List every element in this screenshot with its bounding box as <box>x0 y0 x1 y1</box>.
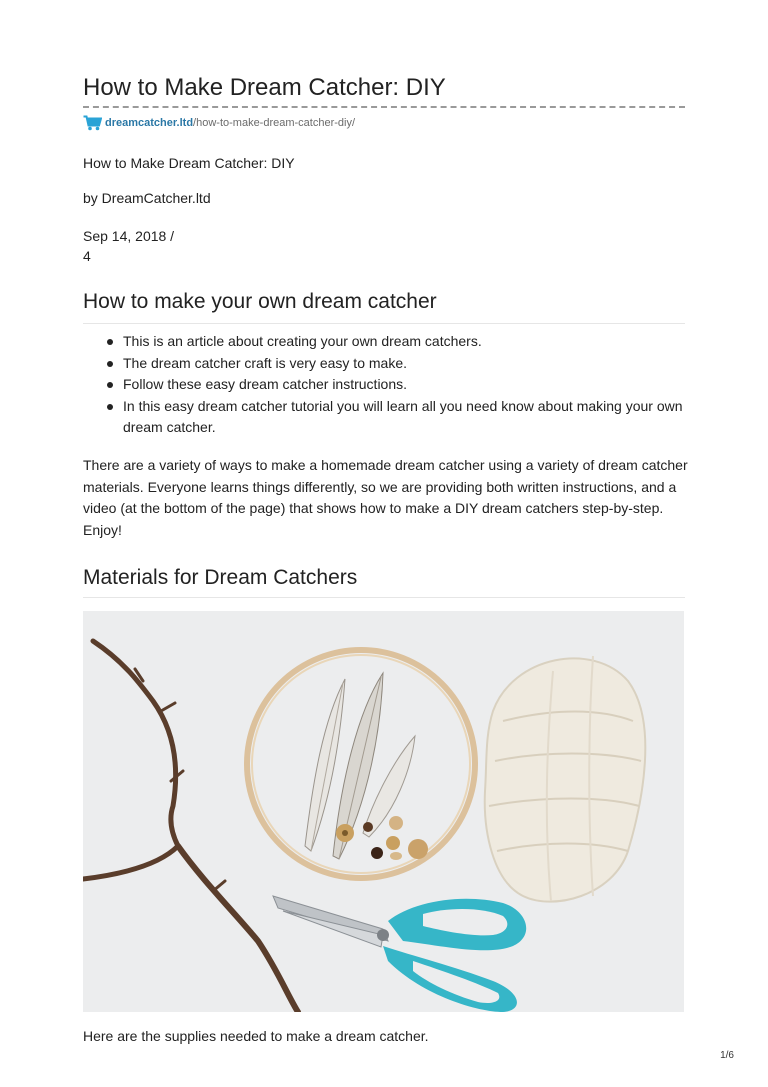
author-byline: by DreamCatcher.ltd <box>83 190 211 206</box>
list-item-text: Follow these easy dream catcher instructions. <box>123 376 408 392</box>
document-title: How to Make Dream Catcher: DIY <box>83 74 446 101</box>
source-domain[interactable]: dreamcatcher.ltd <box>105 117 194 129</box>
bullet-dot <box>107 404 113 410</box>
dashed-divider <box>83 106 685 108</box>
section-rule <box>83 323 685 324</box>
comment-count: 4 <box>83 248 91 264</box>
source-path[interactable]: /how-to-make-dream-catcher-diy/ <box>193 117 356 129</box>
publish-date: Sep 14, 2018 / <box>83 228 175 244</box>
intro-paragraph: There are a variety of ways to make a homemade dream catcher using a variety of dream catcher materials. Everyone learns things differently, so we are providing both written instructions, and a video (at the bottom of the page) that shows how to make a DIY dream catchers step-by-step. Enjoy! <box>83 457 688 538</box>
list-item-text: This is an article about creating your own dream catchers. <box>123 333 482 349</box>
yarn-skein <box>485 656 646 902</box>
page-number: 1/6 <box>720 1050 734 1061</box>
shopping-cart-icon <box>83 115 102 131</box>
bullet-dot <box>107 382 113 388</box>
repeat-title: How to Make Dream Catcher: DIY <box>83 155 295 171</box>
list-item <box>83 331 688 353</box>
list-item-text: The dream catcher craft is very easy to make. <box>123 354 407 371</box>
materials-illustration <box>83 611 684 1012</box>
photo-caption: Here are the supplies needed to make a dream catcher. <box>83 1028 429 1044</box>
section-rule <box>83 597 685 598</box>
materials-photo <box>83 611 684 1012</box>
intro-bullet-list <box>83 331 688 439</box>
section-heading-make: How to make your own dream catcher <box>83 290 437 313</box>
bullet-dot <box>107 339 113 345</box>
bullet-dot <box>107 361 113 367</box>
section-heading-materials: Materials for Dream Catchers <box>83 566 358 589</box>
list-item-text: In this easy dream catcher tutorial you will learn all you need know about making your own dream catcher. <box>123 397 683 435</box>
list-item <box>83 353 688 375</box>
source-link[interactable] <box>83 114 355 132</box>
list-item <box>83 374 688 396</box>
list-item <box>83 396 688 439</box>
